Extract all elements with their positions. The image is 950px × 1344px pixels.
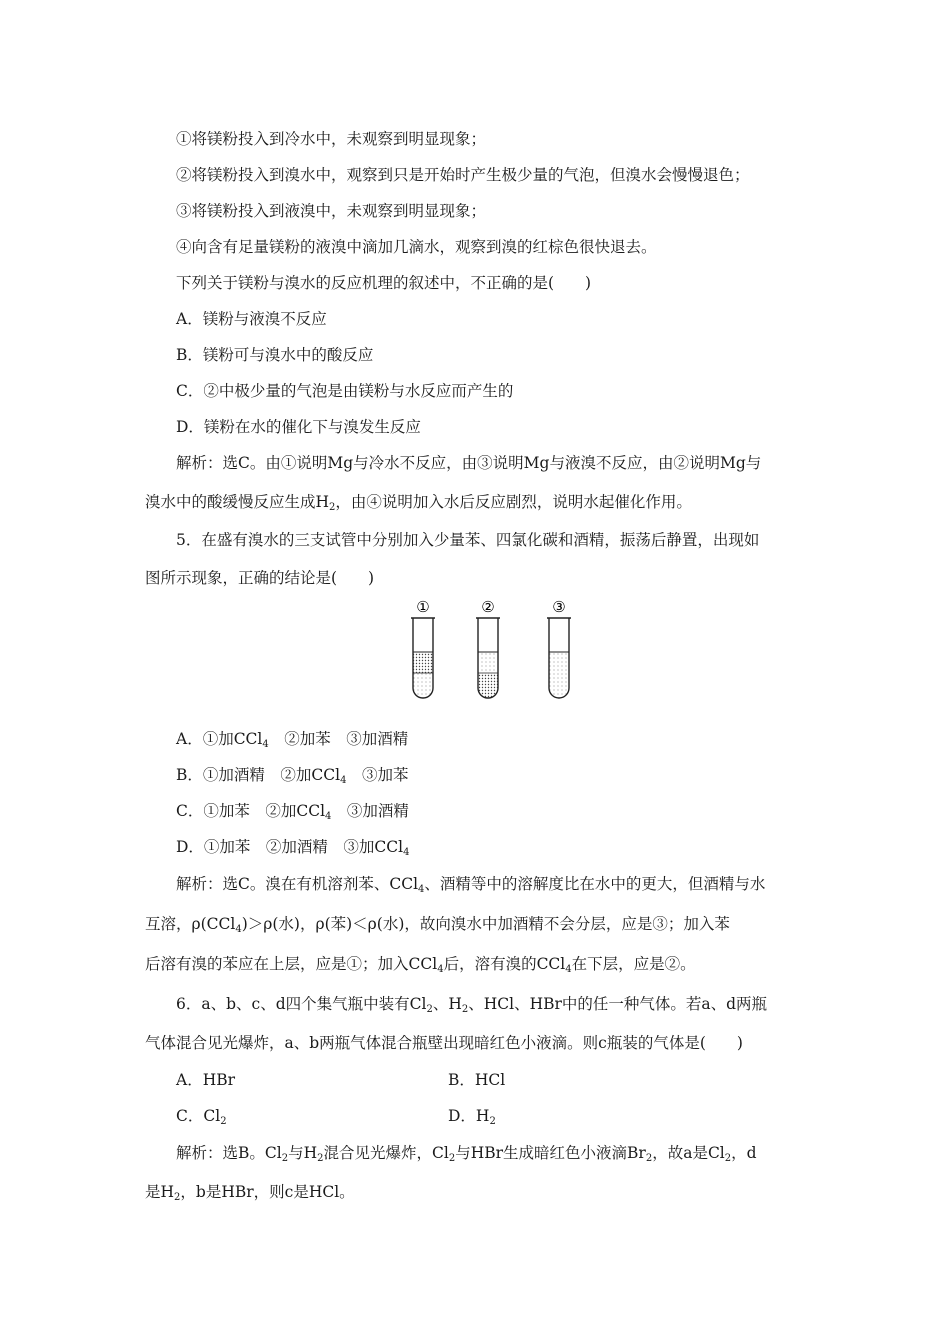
- question-5-stem-line-1: 5．在盛有溴水的三支试管中分别加入少量苯、四氯化碳和酒精，振荡后静置，出现如: [176, 531, 760, 549]
- q5-analysis-line-2: 互溶，ρ(CCl$_4$)＞ρ(水)，ρ(苯)＜ρ(水)，故向溴水中加酒精不会分层，应是③；加入苯: [145, 915, 730, 935]
- tube-2-label: ②: [481, 598, 495, 616]
- q4-option-b: B．镁粉可与溴水中的酸反应: [176, 346, 374, 364]
- tube-3-label: ③: [552, 598, 566, 616]
- q6-option-d: D．$H_2$: [448, 1107, 496, 1127]
- experiment-1: ①将镁粉投入到冷水中，未观察到明显现象；: [176, 130, 487, 148]
- q5-option-b: B．①加酒精 ②加CCl$_4$ ③加苯: [176, 766, 409, 786]
- test-tube-1: [411, 598, 435, 698]
- q4-option-a: A．镁粉与液溴不反应: [176, 310, 327, 328]
- q5-analysis-line-1: 解析：选C。溴在有机溶剂苯、CCl$_4$、酒精等中的溶解度比在水中的更大，但酒精与水: [176, 875, 766, 895]
- q4-option-d: D．镁粉在水的催化下与溴发生反应: [176, 418, 421, 436]
- question-6-stem-line-1: 6．a、b、c、d四个集气瓶中装有$Cl_2$、$H_2$、HCl、HBr中的任一种气体。若a、d两瓶: [176, 995, 768, 1015]
- q5-analysis-line-3: 后溶有溴的苯应在上层，应是①；加入CCl$_4$后，溶有溴的CCl$_4$在下层，应是②。: [145, 955, 696, 975]
- test-tubes-figure: [400, 596, 590, 708]
- q4-option-c: C．②中极少量的气泡是由镁粉与水反应而产生的: [176, 382, 514, 400]
- q6-option-a: A．HBr: [176, 1071, 236, 1089]
- test-tube-3: [547, 598, 571, 698]
- q4-analysis-line-1: 解析：选C。由①说明Mg与冷水不反应，由③说明Mg与液溴不反应，由②说明Mg与: [176, 454, 762, 472]
- q5-option-a: A．①加CCl$_4$ ②加苯 ③加酒精: [176, 730, 409, 750]
- experiment-2: ②将镁粉投入到溴水中，观察到只是开始时产生极少量的气泡，但溴水会慢慢退色；: [176, 166, 750, 184]
- experiment-3: ③将镁粉投入到液溴中，未观察到明显现象；: [176, 202, 487, 220]
- q6-option-b: B．HCl: [448, 1071, 506, 1089]
- q4-analysis-line-2: 溴水中的酸缓慢反应生成$H_2$，由④说明加入水后反应剧烈，说明水起催化作用。: [145, 493, 692, 513]
- question-6-stem-line-2: 气体混合见光爆炸，a、b两瓶气体混合瓶壁出现暗红色小液滴。则c瓶装的气体是( ): [145, 1034, 743, 1052]
- question-4-stem: 下列关于镁粉与溴水的反应机理的叙述中，不正确的是( ): [176, 274, 592, 292]
- q6-option-c: C．$Cl_2$: [176, 1107, 227, 1127]
- question-5-stem-line-2: 图所示现象，正确的结论是( ): [145, 569, 375, 587]
- q6-analysis-line-1: 解析：选B。$Cl_2$与$H_2$混合见光爆炸，$Cl_2$与HBr生成暗红色小液滴$Br_2$，故a是$Cl_2$，d: [176, 1144, 757, 1164]
- q5-option-d: D．①加苯 ②加酒精 ③加CCl$_4$: [176, 838, 410, 858]
- q6-analysis-line-2: 是$H_2$，b是HBr，则c是HCl。: [145, 1183, 355, 1203]
- test-tube-2: [476, 598, 500, 698]
- experiment-4: ④向含有足量镁粉的液溴中滴加几滴水，观察到溴的红棕色很快退去。: [176, 238, 657, 256]
- q5-option-c: C．①加苯 ②加CCl$_4$ ③加酒精: [176, 802, 409, 822]
- tube-1-label: ①: [416, 598, 430, 616]
